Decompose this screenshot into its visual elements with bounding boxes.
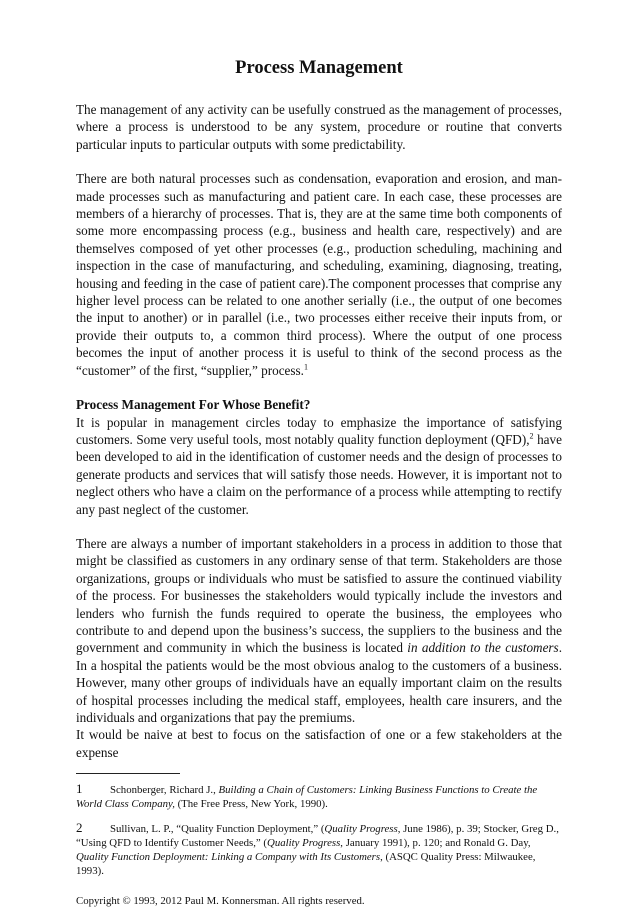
footnote-divider [76, 773, 180, 774]
footnote-2-text-b: , June 1986), p. 39; Stocker, Greg D., “Using QFD to Identify Customer Needs,” ( [76, 823, 559, 850]
footnote-1-book-title: Building a Chain of Customers: Linking Business Functions to Create the World Class Company, [76, 784, 538, 811]
paragraph-intro-text: The management of any activity can be usefully construed as the management of processes, where a process is understood to be any system, procedure or routine that converts particular inputs to particular outputs with some predictability. [76, 102, 562, 152]
footnote-1-number: 1 [76, 781, 83, 797]
paragraph-customers-text-a: It is popular in management circles today to emphasize the importance of satisfying customers. Some very useful tools, most notably quality function deployment (QFD), [76, 414, 562, 447]
footnote-2-journal-a: Quality Progress [324, 823, 398, 836]
footnote-2-journal-b: Quality Progress [267, 837, 341, 850]
footnote-2-number: 2 [76, 820, 83, 836]
paragraph-customers [76, 414, 562, 518]
footnote-1 [76, 782, 562, 811]
footnote-ref-2[interactable]: 2 [529, 431, 534, 441]
footnote-2 [76, 821, 562, 878]
paragraph-stakeholders-emphasis: in addition to the customers [407, 640, 559, 656]
footnote-1-text-a: Schonberger, Richard J., [110, 784, 219, 797]
paragraph-stakeholders [76, 535, 562, 726]
paragraph-processes-text: There are both natural processes such as condensation, evaporation and erosion, and man-made processes such as manufacturing and patient care. In each case, these processes are members of a hierarchy of processes. That is, they are at the same time both components of some more encompassing process (e.g., business and health care, respectively) and are themselves composed of yet other processes (e.g., production scheduling, machining and inspection in the case of manufacturing, and scheduling, examining, diagnosing, treating, housing and feeding in the case of patient care).The component processes that comprise any higher level process can be related to one another serially (i.e., the output of one becomes the input to another) or in parallel (i.e., two processes either receive their inputs from, or provide their outputs to, a common third process). Where the output of one process becomes the input of another process it is useful to think of the second process as the “customer” of the first, “supplier,” process. [76, 171, 562, 378]
page-title: Process Management [235, 58, 403, 78]
copyright-notice: Copyright © 1993, 2012 Paul M. Konnersman. All rights reserved. [76, 895, 365, 908]
footnote-2-text-d: , (ASQC Quality Press: Milwaukee, 1993). [76, 851, 536, 878]
footnote-ref-1[interactable]: 1 [303, 362, 308, 372]
footnote-2-text-c: , January 1991), p. 120; and Ronald G. Day, [340, 837, 531, 850]
paragraph-customers-text-b: have been developed to aid in the identification of customer needs and the design of processes to generate products and services that will satisfy those needs. However, it is important not to neglect others who have a claim on the performance of a process while attempting to rectify any past neglect of the customer. [76, 431, 562, 517]
paragraph-intro [76, 101, 562, 153]
paragraph-stakeholders-text-b: . In a hospital the patients would be the most obvious analog to the customers of a business. However, many other groups of individuals have an equally important claim on the results of hospital processes including the medical staff, employees, health care insurers, and the individuals and organizations that pay the premiums. [76, 640, 562, 725]
footnote-2-text-a: Sullivan, L. P., “Quality Function Deployment,” ( [110, 823, 325, 836]
paragraph-naive-text: It would be naive at best to focus on the satisfaction of one or a few stakeholders at the expense [76, 727, 562, 760]
footnote-2-book-title: Quality Function Deployment: Linking a Company with Its Customers [76, 851, 381, 864]
paragraph-processes [76, 170, 562, 379]
paragraph-naive [76, 726, 562, 761]
paragraph-stakeholders-text-a: There are always a number of important stakeholders in a process in addition to those that might be classified as customers in any ordinary sense of that term. Stakeholders are those organizations, groups or individuals who must be satisfied to assure the continued viability of the process. For businesses the stakeholders would typically include the investors and lenders who furnish the funds required to operate the business, the employees who contribute to and depend upon the business’s success, the suppliers to the business and the government and community in which the business is located [76, 535, 562, 656]
footnote-1-text-b: (The Free Press, New York, 1990). [174, 798, 328, 811]
section-heading: Process Management For Whose Benefit? [76, 397, 311, 413]
